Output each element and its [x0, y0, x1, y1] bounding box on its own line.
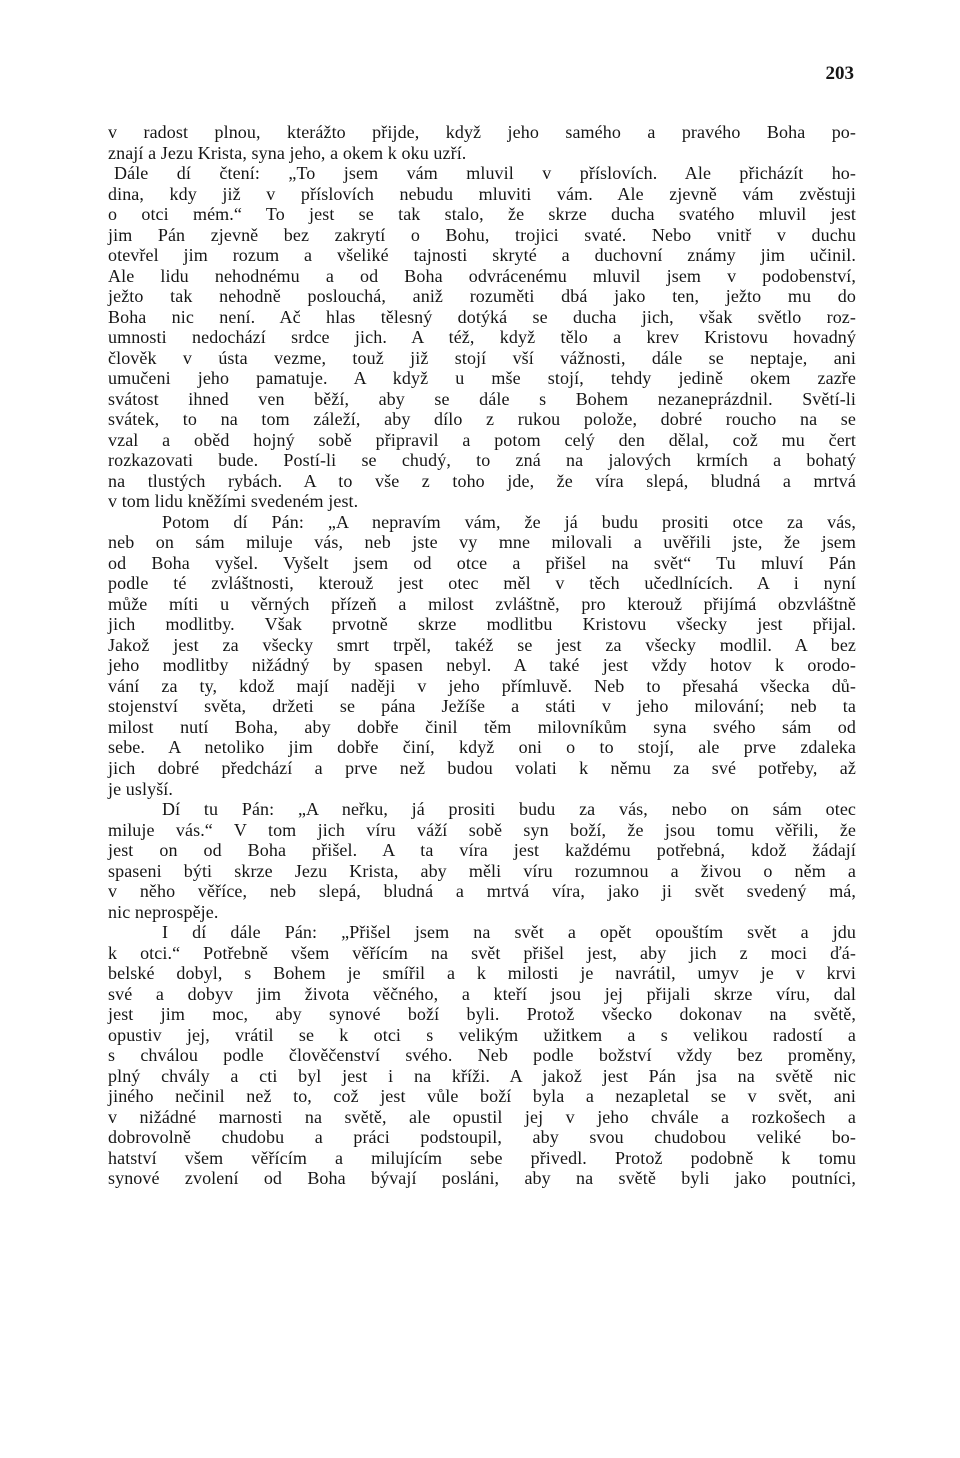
text-line: k otci.“ Potřebně všem věřícím na svět přišel jest, aby jich z moci ďá- — [108, 942, 856, 963]
text-line: ježto tak nehodně poslouchá, aniž rozuměti dbá jako ten, ježto mu do — [108, 286, 856, 307]
text-line: Dále dí čtení: „To jsem vám mluvil v příslovích. Ale přicházít ho- — [114, 163, 856, 184]
text-line: na tlustých rybách. A to vše z toho jde, že víra slepá, bludná a mrtvá — [108, 470, 856, 491]
text-line: dina, kdy již v příslovích nebudu mluviti vám. Ale zjevně vám zvěstuji — [108, 183, 856, 204]
text-line: člověk v ústa vezme, touž již stojí vší vážnosti, dále se neptaje, ani — [108, 347, 856, 368]
text-line: hatství všem věřícím a milujícím sebe přivedl. Protož podobně k tomu — [108, 1147, 856, 1168]
text-line: jiného nečinil než to, což jest vůle boží byla a nezapletal se v svět, ani — [108, 1086, 856, 1107]
text-line: vání za ty, kdož mají naději v jeho přímluvě. Neb to přesahá všecka dů- — [108, 675, 856, 696]
text-line: svátost ihned ven běží, aby se dále s Bohem nezaneprázdnil. Světí-li — [108, 388, 856, 409]
text-line: milost nutí Boha, aby dobře činil těm milovníkům syna svého sám od — [108, 716, 856, 737]
text-line: jim Pán zjevně bez zakrytí o Bohu, trojici svaté. Nebo vnitř v duchu — [108, 224, 856, 245]
page-number: 203 — [825, 63, 854, 84]
text-line: v nižádné marnosti na světě, ale opustil jej v jeho chvále a rozkošech a — [108, 1106, 856, 1127]
text-line: jich dobré předchází a prve než budou volati k němu za své potřeby, až — [108, 757, 856, 778]
text-line: stojenství světa, držeti se pána Ježíše a státi v jeho milování; neb ta — [108, 696, 856, 717]
text-line: sebe. A netoliko jim dobře činí, když oni o to stojí, ale prve zdaleka — [108, 737, 856, 758]
text-line: synové zvolení od Boha bývají posláni, aby na světě byli jako poutníci, — [108, 1168, 856, 1189]
text-line: může míti u věrných přízeň a milost zvláštně, pro kterouž přijímá obzvláštně — [108, 593, 856, 614]
text-line: Potom dí Pán: „A nepravím vám, že já budu prositi otce za vás, — [162, 511, 856, 532]
text-line: belské dobyl, s Bohem je smířil a k milosti je navrátil, umyv je v krvi — [108, 963, 856, 984]
text-line: v tom lidu kněžími svedeném jest. — [108, 491, 359, 512]
text-line: otevřel jim rozum a všeliké tajnosti skryté a duchovní známy jim učinil. — [108, 245, 856, 266]
text-line: svátek, to na tom záleží, aby dílo z rukou polože, dobré roucho na se — [108, 409, 856, 430]
text-line: jest on od Boha přišel. A ta víra jest každému potřebná, kdož žádají — [108, 840, 856, 861]
text-line: plný chvály a cti byl jest i na kříži. A jakož jest Pán jsa na světě nic — [108, 1065, 856, 1086]
text-line: Jakož jest za všecky smrt trpěl, takéž se jest za všecky modlil. A bez — [108, 634, 856, 655]
text-line: je uslyší. — [108, 778, 174, 799]
text-line: dobrovolně chudobu a práci podstoupil, aby svou chudobou veliké bo- — [108, 1127, 856, 1148]
text-line: podle té zvláštnosti, kterouž jest otec měl v těch učedlnících. A i nyní — [108, 573, 856, 594]
text-line: nic neprospěje. — [108, 901, 219, 922]
text-line: své a dobyv jim života věčného, a kteří jsou jej přijali skrze víru, dal — [108, 983, 856, 1004]
text-line: vzal a oběd hojný sobě připravil a potom celý den dělal, což mu čert — [108, 429, 856, 450]
text-line: s chválou podle člověčenství svého. Neb podle božství vždy bez proměny, — [108, 1045, 856, 1066]
text-line: v radost plnou, kterážto přijde, když jeho samého a pravého Boha po- — [108, 122, 856, 142]
text-line: opustiv jej, vrátil se k otci s velikým užitkem a s velikou radostí a — [108, 1024, 856, 1045]
text-line: jeho modlitby nižádný by spasen nebyl. A také jest vždy hotov k orodo- — [108, 655, 856, 676]
text-line: Ale lidu nehodnému a od Boha odvrácenému mluvil jsem v podobenství, — [108, 265, 856, 286]
text-line: umučeni jeho pamatuje. A když u mše stojí, tehdy jedině okem zazře — [108, 368, 856, 389]
text-line: v něho věříce, neb slepá, bludná a mrtvá víra, jako ji svět svedený má, — [108, 881, 856, 902]
text-line: miluje vás.“ V tom jich víru váží sobě syn boží, že jsou tomu věřili, že — [108, 819, 856, 840]
text-line: neb on sám miluje vás, neb jste vy mne milovali a uvěřili jste, že jsem — [108, 532, 856, 553]
text-line: umnosti nedochází srdce jich. A též, když tělo a krev Kristovu hovadný — [108, 327, 856, 348]
text-line: Dí tu Pán: „A neřku, já prositi budu za vás, nebo on sám otec — [162, 799, 856, 820]
text-line: o otci mém.“ To jest se tak stalo, že skrze ducha svatého mluvil jest — [108, 204, 856, 225]
text-line: od Boha vyšel. Vyšelt jsem od otce a přišel na svět“ Tu mluví Pán — [108, 552, 856, 573]
text-line: I dí dále Pán: „Přišel jsem na svět a opět opouštím svět a jdu — [162, 922, 856, 943]
text-line: znají a Jezu Krista, syna jeho, a okem k oku uzří. — [108, 142, 467, 163]
text-line: jest jim moc, aby synové boží byli. Protož všecko dokonav na světě, — [108, 1004, 856, 1025]
text-line: rozkazovati bude. Postí-li se chudý, to zná na jalových krmích a bohatý — [108, 450, 856, 471]
text-line: spaseni býti skrze Jezu Krista, aby měli víru rozumnou a živou o něm a — [108, 860, 856, 881]
text-line: Boha nic není. Ač hlas tělesný dotýká se ducha jich, však světlo roz- — [108, 306, 856, 327]
text-line: jich modlitby. Však prvotně skrze modlitbu Kristovu všecky jest přijal. — [108, 614, 856, 635]
page-body — [108, 122, 856, 1189]
